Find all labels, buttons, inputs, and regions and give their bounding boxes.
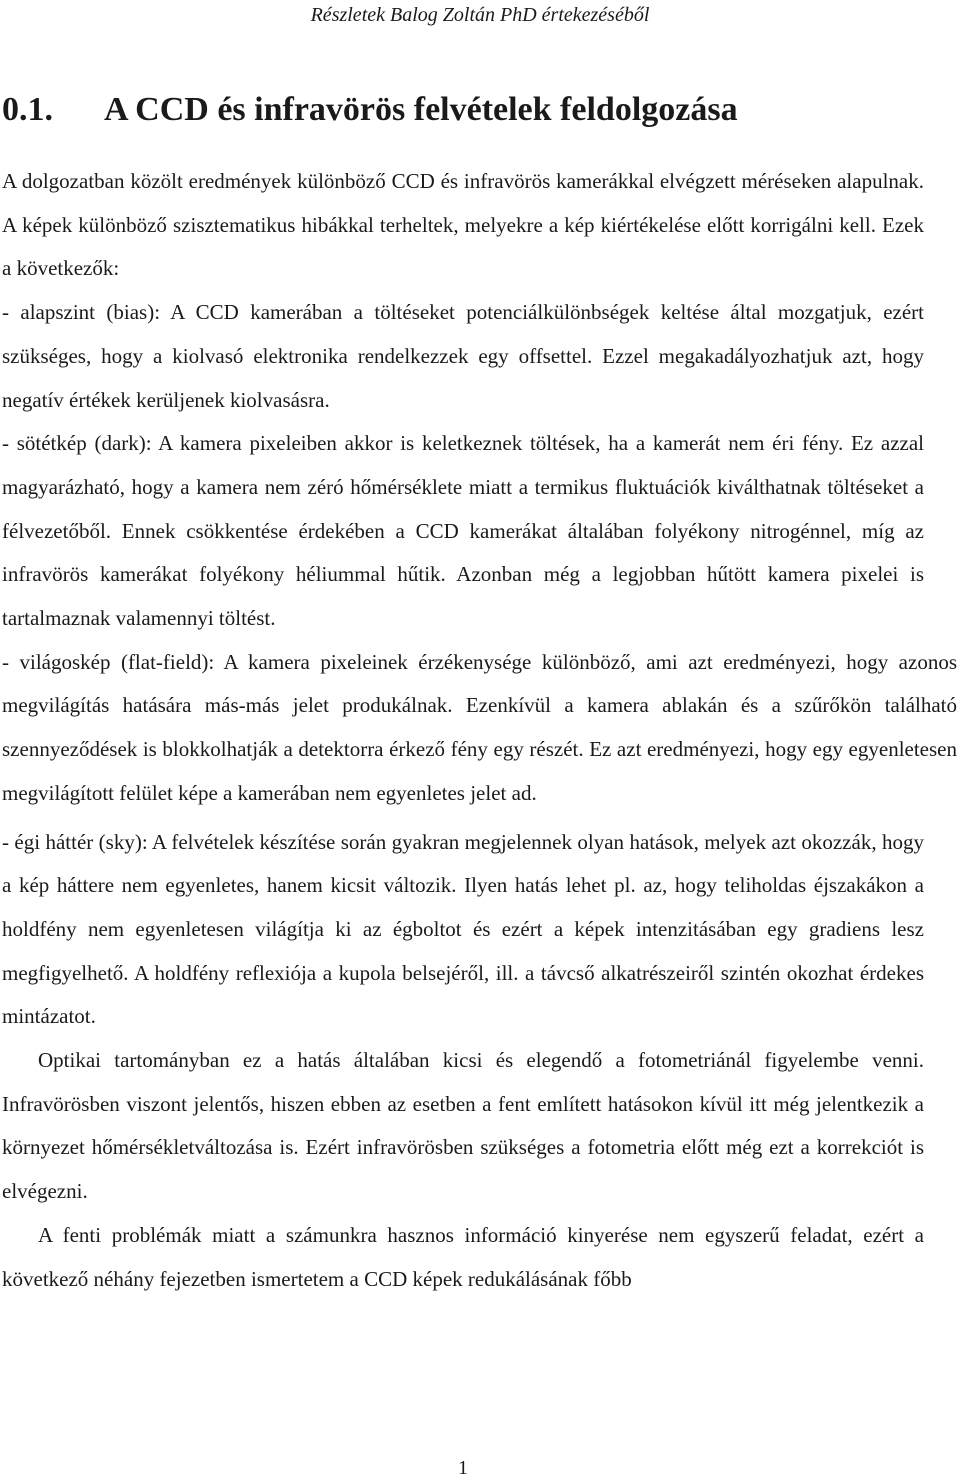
section-title: A CCD és infravörös felvételek feldolgozása [104,91,738,128]
body-text [2,160,957,1301]
paragraph-dark: - sötétkép (dark): A kamera pixeleiben akkor is keletkeznek töltések, ha a kamerát nem éri fény. Ez azzal magyarázható, hogy a kamera nem zéró hőmérséklete miatt a termikus fluktuációk kiválthatnak töltéseket a félvezetőből. Ennek csökkentése érdekében a CCD kamerákat általában folyékony nitrogénnel, míg az infravörös kamerákat folyékony héliummal hűtik. Azonban még a legjobban hűtött kamera pixelei is tartalmaznak valamennyi töltést. [2,431,924,631]
paragraph-bias: - alapszint (bias): A CCD kamerában a töltéseket potenciálkülönbségek keltése által mozgatjuk, ezért szükséges, hogy a kiolvasó elektronika rendelkezzek egy offsettel. Ezzel megakadályozhatjuk azt, hogy negatív értékek kerüljenek kiolvasásra. [2,300,924,412]
section-heading [2,88,952,132]
paragraph-optical: Optikai tartományban ez a hatás általában kicsi és elegendő a fotometriánál figyelembe venni. Infravörösben viszont jelentős, hiszen ebben az esetben a fent említett hatásokon kívül itt még jelentkezik a környezet hőmérsékletváltozása is. Ezért infravörösben szükséges a fotometria előtt még ezt a korrekciót is elvégezni. [2,1048,924,1204]
page-number: 1 [458,1457,468,1479]
paragraph-flat-field: - világoskép (flat-field): A kamera pixeleinek érzékenysége különböző, ami azt eredményezi, hogy azonos megvilágítás hatására más-más jelet produkálnak. Ezenkívül a kamera ablakán és a szűrőkön található szennyeződések is blokkolhatják a detektorra érkező fény egy részét. Ez azt eredményezi, hogy egy egyenletesen megvilágított felület képe a kamerában nem egyenletes jelet ad. [2,649,957,805]
section-number: 0.1. [2,91,53,128]
paragraph-conclusion: A fenti problémák miatt a számunkra hasznos információ kinyerése nem egyszerű feladat, ezért a következő néhány fejezetben ismertetem a CCD képek redukálásának főbb [2,1222,924,1291]
paragraph-sky: - égi háttér (sky): A felvételek készítése során gyakran megjelennek olyan hatások, melyek azt okozzák, hogy a kép háttere nem egyenletes, hanem kicsit változik. Ilyen hatás lehet pl. az, hogy teliholdas éjszakákon a holdfény nem egyenletesen világítja ki az égboltot és ezért a képek intenzitásában egy gradiens lesz megfigyelhető. A holdfény reflexiója a kupola belsejéről, ill. a távcső alkatrészeiről szintén okozhat érdekes mintázatot. [2,829,924,1029]
paragraph-intro: A dolgozatban közölt eredmények különböző CCD és infravörös kamerákkal elvégzett méréseken alapulnak. A képek különböző szisztematikus hibákkal terheltek, melyekre a kép kiértékelése előtt korrigálni kell. Ezek a következők: [2,169,924,281]
running-header: Részletek Balog Zoltán PhD értekezéséből [310,4,650,26]
